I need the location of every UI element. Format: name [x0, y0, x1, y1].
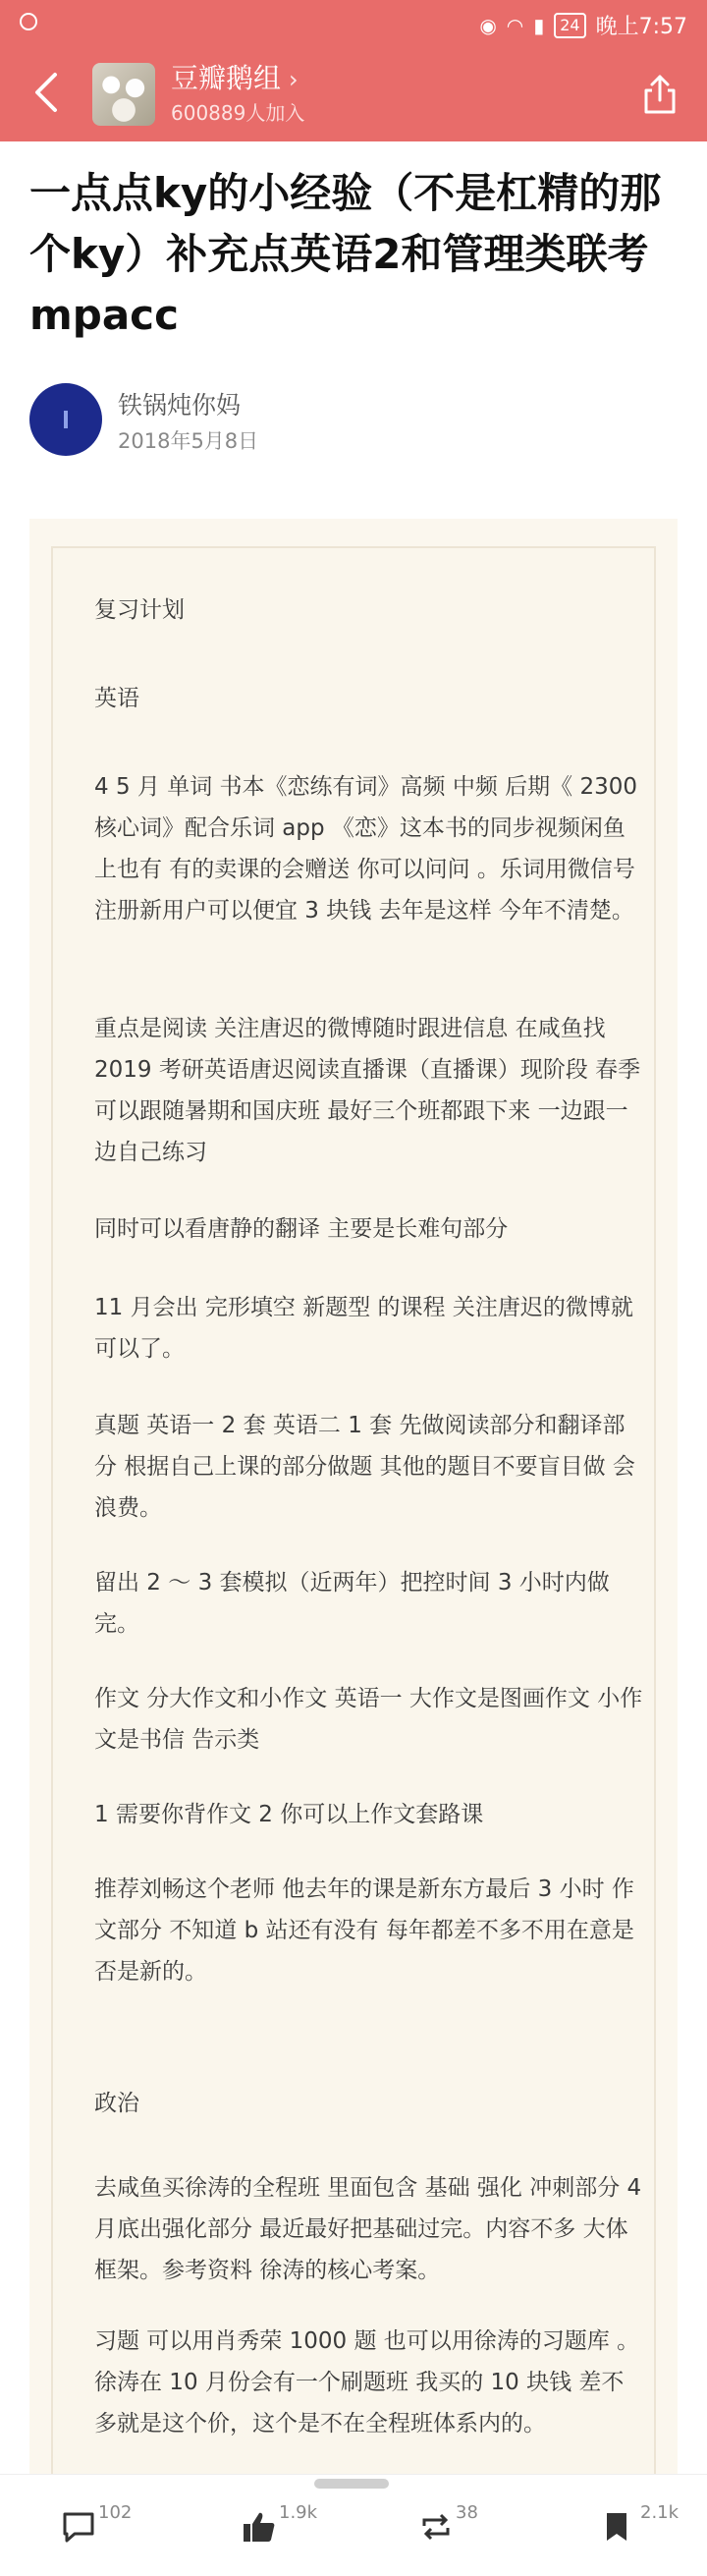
- signal-icon: ▮: [533, 13, 545, 37]
- app-header: [0, 49, 707, 141]
- chevron-right-icon: ›: [289, 66, 299, 93]
- group-name-link[interactable]: [171, 61, 299, 97]
- status-time: 晚上7:57: [595, 15, 687, 39]
- reshare-icon: [418, 2510, 454, 2544]
- wifi-icon: ◠: [506, 13, 524, 37]
- section-heading: 复习计划: [94, 597, 185, 623]
- paragraph: 11 月会出 完形填空 新题型 的课程 关注唐迟的微博就可以了。: [94, 1295, 633, 1362]
- reshare-count: 38: [456, 2502, 478, 2523]
- paragraph: 重点是阅读 关注唐迟的微博随时跟进信息 在咸鱼找 2019 考研英语唐迟阅读直播课（直播课）现阶段 春季 可以跟随暑期和国庆班 最好三个班都跟下来 一边跟一边自己练习: [94, 1016, 641, 1165]
- paragraph: 作文 分大作文和小作文 英语一 大作文是图画作文 小作文是书信 告示类: [94, 1686, 643, 1753]
- group-member-count: 600889人加入: [171, 101, 305, 125]
- back-button[interactable]: [33, 71, 59, 124]
- notification-dot-icon: [20, 13, 37, 30]
- share-button[interactable]: [640, 73, 680, 116]
- thumbs-up-icon: [242, 2510, 277, 2544]
- status-bar: [0, 0, 707, 49]
- share-icon: [640, 73, 680, 116]
- group-avatar[interactable]: [92, 63, 155, 126]
- paragraph: 习题 可以用肖秀荣 1000 题 也可以用徐涛的习题库 。徐涛在 10 月份会有一个刷题班 我买的 10 块钱 差不多就是这个价，这个是不在全程班体系内的。: [94, 2328, 640, 2436]
- battery-indicator: 24: [554, 13, 585, 38]
- bookmark-icon: [603, 2510, 630, 2544]
- like-count: 1.9k: [279, 2502, 318, 2523]
- article-image[interactable]: [29, 519, 678, 2484]
- group-name: 豆瓣鹅组: [171, 62, 282, 94]
- status-icons: [479, 10, 687, 40]
- post-title: 一点点ky的小经验（不是杠精的那个ky）补充点英语2和管理类联考 mpacc: [29, 169, 662, 339]
- drag-handle[interactable]: [314, 2479, 389, 2489]
- post-date: 2018年5月8日: [118, 429, 259, 453]
- comment-count: 102: [98, 2502, 133, 2523]
- comment-icon: [61, 2510, 96, 2544]
- paragraph: 留出 2 ～ 3 套模拟（近两年）把控时间 3 小时内做完。: [94, 1570, 610, 1637]
- paragraph: 真题 英语一 2 套 英语二 1 套 先做阅读部分和翻译部分 根据自己上课的部分做题 其他的题目不要盲目做 会浪费。: [94, 1413, 635, 1521]
- section-heading: 英语: [94, 686, 139, 711]
- eye-icon: ◉: [479, 13, 497, 37]
- paragraph: 去咸鱼买徐涛的全程班 里面包含 基础 强化 冲刺部分 4 月底出强化部分 最近最好把基础过完。内容不多 大体框架。参考资料 徐涛的核心考案。: [94, 2175, 642, 2283]
- author-name[interactable]: 铁锅炖你妈: [118, 391, 242, 420]
- collect-count: 2.1k: [640, 2502, 680, 2523]
- section-heading: 政治: [94, 2091, 139, 2116]
- paragraph: 推荐刘畅这个老师 他去年的课是新东方最后 3 小时 作文部分 不知道 b 站还有没有 每年都差不多不用在意是否是新的。: [94, 1876, 634, 1985]
- bottom-action-bar: [0, 2474, 707, 2576]
- paragraph: 4 5 月 单词 书本《恋练有词》高频 中频 后期《 2300 核心词》配合乐词 app 《恋》这本书的同步视频闲鱼上也有 有的卖课的会赠送 你可以问问 。乐词用微信号注册新用户可以便宜 3 块钱 去年是这样 今年不清楚。: [94, 774, 637, 924]
- chevron-left-icon: [33, 71, 59, 114]
- paragraph: 1 需要你背作文 2 你可以上作文套路课: [94, 1802, 484, 1827]
- paragraph: 同时可以看唐静的翻译 主要是长难句部分: [94, 1216, 509, 1242]
- author-avatar[interactable]: [29, 383, 102, 456]
